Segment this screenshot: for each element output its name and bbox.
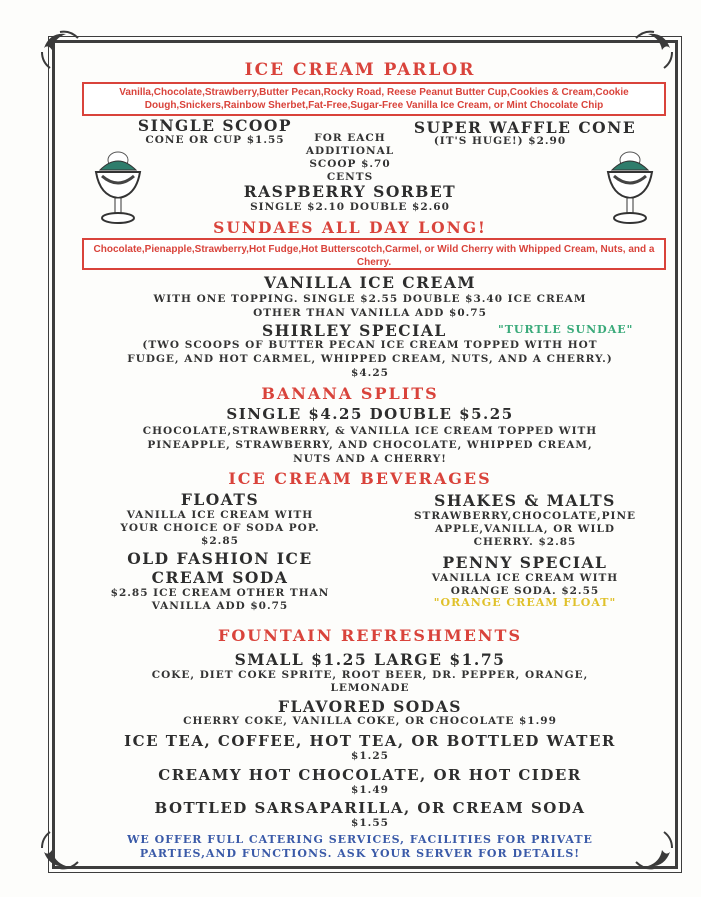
single-scoop-heading: SINGLE SCOOP: [137, 116, 293, 135]
orange-cream-float-tag: "ORANGE CREAM FLOAT": [433, 596, 617, 609]
catering-line-2: PARTIES,AND FUNCTIONS. ASK YOUR SERVER FOR DETAILS!: [139, 847, 581, 860]
shirley-price: $4.25: [351, 367, 389, 379]
tea-coffee-heading: ICE TEA, COFFEE, HOT TEA, OR BOTTLED WATER: [124, 732, 616, 750]
banana-splits-heading: BANANA SPLITS: [261, 384, 439, 403]
waffle-cone-price: (IT'S HUGE!) $2.90: [433, 135, 567, 147]
sarsaparilla-price: $1.55: [351, 817, 389, 829]
vanilla-line-2: OTHER THAN VANILLA ADD $0.75: [253, 307, 487, 319]
shakes-heading: SHAKES & MALTS: [434, 491, 616, 510]
penny-line-1: VANILLA ICE CREAM WITH: [431, 572, 619, 584]
sorbet-price: SINGLE $2.10 DOUBLE $2.60: [250, 201, 450, 213]
vanilla-line-1: WITH ONE TOPPING. SINGLE $2.55 DOUBLE $3.40 ICE CREAM: [153, 293, 587, 305]
old-fashion-soda-heading-2: CREAM SODA: [151, 568, 289, 587]
vanilla-ice-cream-heading: VANILLA ICE CREAM: [264, 273, 476, 292]
flavored-sodas-heading: FLAVORED SODAS: [278, 697, 462, 716]
flavored-sodas-line: CHERRY COKE, VANILLA COKE, OR CHOCOLATE $1.99: [183, 715, 557, 727]
sarsaparilla-heading: BOTTLED SARSAPARILLA, OR CREAM SODA: [154, 799, 586, 817]
sundae-glass-left-icon: [92, 146, 144, 226]
hot-chocolate-price: $1.49: [351, 784, 389, 796]
shakes-line-3: CHERRY. $2.85: [473, 536, 577, 548]
shirley-special-heading: SHIRLEY SPECIAL: [262, 321, 447, 340]
floats-line-1: VANILLA ICE CREAM WITH: [126, 509, 314, 521]
sundae-toppings-box: Chocolate,Pienapple,Strawberry,Hot Fudge,Hot Butterscotch,Carmel, or Wild Cherry with Whipped Cream, Nuts, and a Cherry.: [82, 238, 666, 270]
additional-scoop-note: FOR EACH ADDITIONAL SCOOP $.70 CENTS: [305, 132, 395, 183]
fountain-sizes: SMALL $1.25 LARGE $1.75: [234, 650, 506, 669]
beverages-heading: ICE CREAM BEVERAGES: [228, 469, 492, 488]
waffle-cone-heading: SUPER WAFFLE CONE: [413, 118, 637, 137]
fountain-heading: FOUNTAIN REFRESHMENTS: [217, 626, 522, 645]
banana-line-1: CHOCOLATE,STRAWBERRY, & VANILLA ICE CREAM TOPPED WITH: [142, 425, 598, 437]
fountain-list-2: LEMONADE: [330, 682, 410, 694]
penny-line-2: ORANGE SODA. $2.55: [450, 585, 600, 597]
shirley-line-1: (TWO SCOOPS OF BUTTER PECAN ICE CREAM TOPPED WITH HOT: [142, 339, 598, 351]
fountain-list-1: COKE, DIET COKE SPRITE, ROOT BEER, DR. PEPPER, ORANGE,: [151, 669, 589, 681]
old-fashion-soda-heading-1: OLD FASHION ICE: [127, 549, 313, 568]
shakes-line-2: APPLE,VANILLA, OR WILD: [435, 523, 615, 535]
shakes-line-1: STRAWBERRY,CHOCOLATE,PINE: [413, 510, 637, 522]
shirley-line-2: FUDGE, AND HOT CARMEL, WHIPPED CREAM, NUTS, AND A CHERRY.): [127, 353, 613, 365]
old-fashion-soda-line-2: VANILLA ADD $0.75: [151, 600, 289, 612]
flavor-list-box: Vanilla,Chocolate,Strawberry,Butter Pecan,Rocky Road, Reese Peanut Butter Cup,Cookies & Cream,Cookie Dough,Snickers,Rainbow Sherbet,Fat-Free,Sugar-Free Vanilla Ice Cream, or Mint Chocolate Chip: [82, 82, 666, 116]
banana-line-2: PINEAPPLE, STRAWBERRY, AND CHOCOLATE, WHIPPED CREAM,: [147, 439, 593, 451]
sundaes-heading: SUNDAES ALL DAY LONG!: [213, 218, 487, 237]
floats-heading: FLOATS: [180, 490, 260, 509]
catering-line-1: WE OFFER FULL CATERING SERVICES, FACILITIES FOR PRIVATE: [127, 833, 593, 846]
sundae-glass-right-icon: [604, 146, 656, 226]
single-scoop-price: CONE OR CUP $1.55: [145, 134, 285, 146]
floats-line-2: YOUR CHOICE OF SODA POP.: [120, 522, 320, 534]
old-fashion-soda-line-1: $2.85 ICE CREAM OTHER THAN: [110, 587, 330, 599]
penny-special-heading: PENNY SPECIAL: [442, 553, 608, 572]
banana-line-3: NUTS AND A CHERRY!: [293, 453, 447, 465]
tea-coffee-price: $1.25: [351, 750, 389, 762]
hot-chocolate-heading: CREAMY HOT CHOCOLATE, OR HOT CIDER: [158, 766, 582, 784]
floats-price: $2.85: [201, 535, 239, 547]
banana-splits-prices: SINGLE $4.25 DOUBLE $5.25: [226, 405, 514, 423]
page-title: ICE CREAM PARLOR: [244, 60, 476, 80]
turtle-sundae-tag: "TURTLE SUNDAE": [498, 323, 634, 336]
sorbet-heading: RASPBERRY SORBET: [243, 182, 457, 201]
